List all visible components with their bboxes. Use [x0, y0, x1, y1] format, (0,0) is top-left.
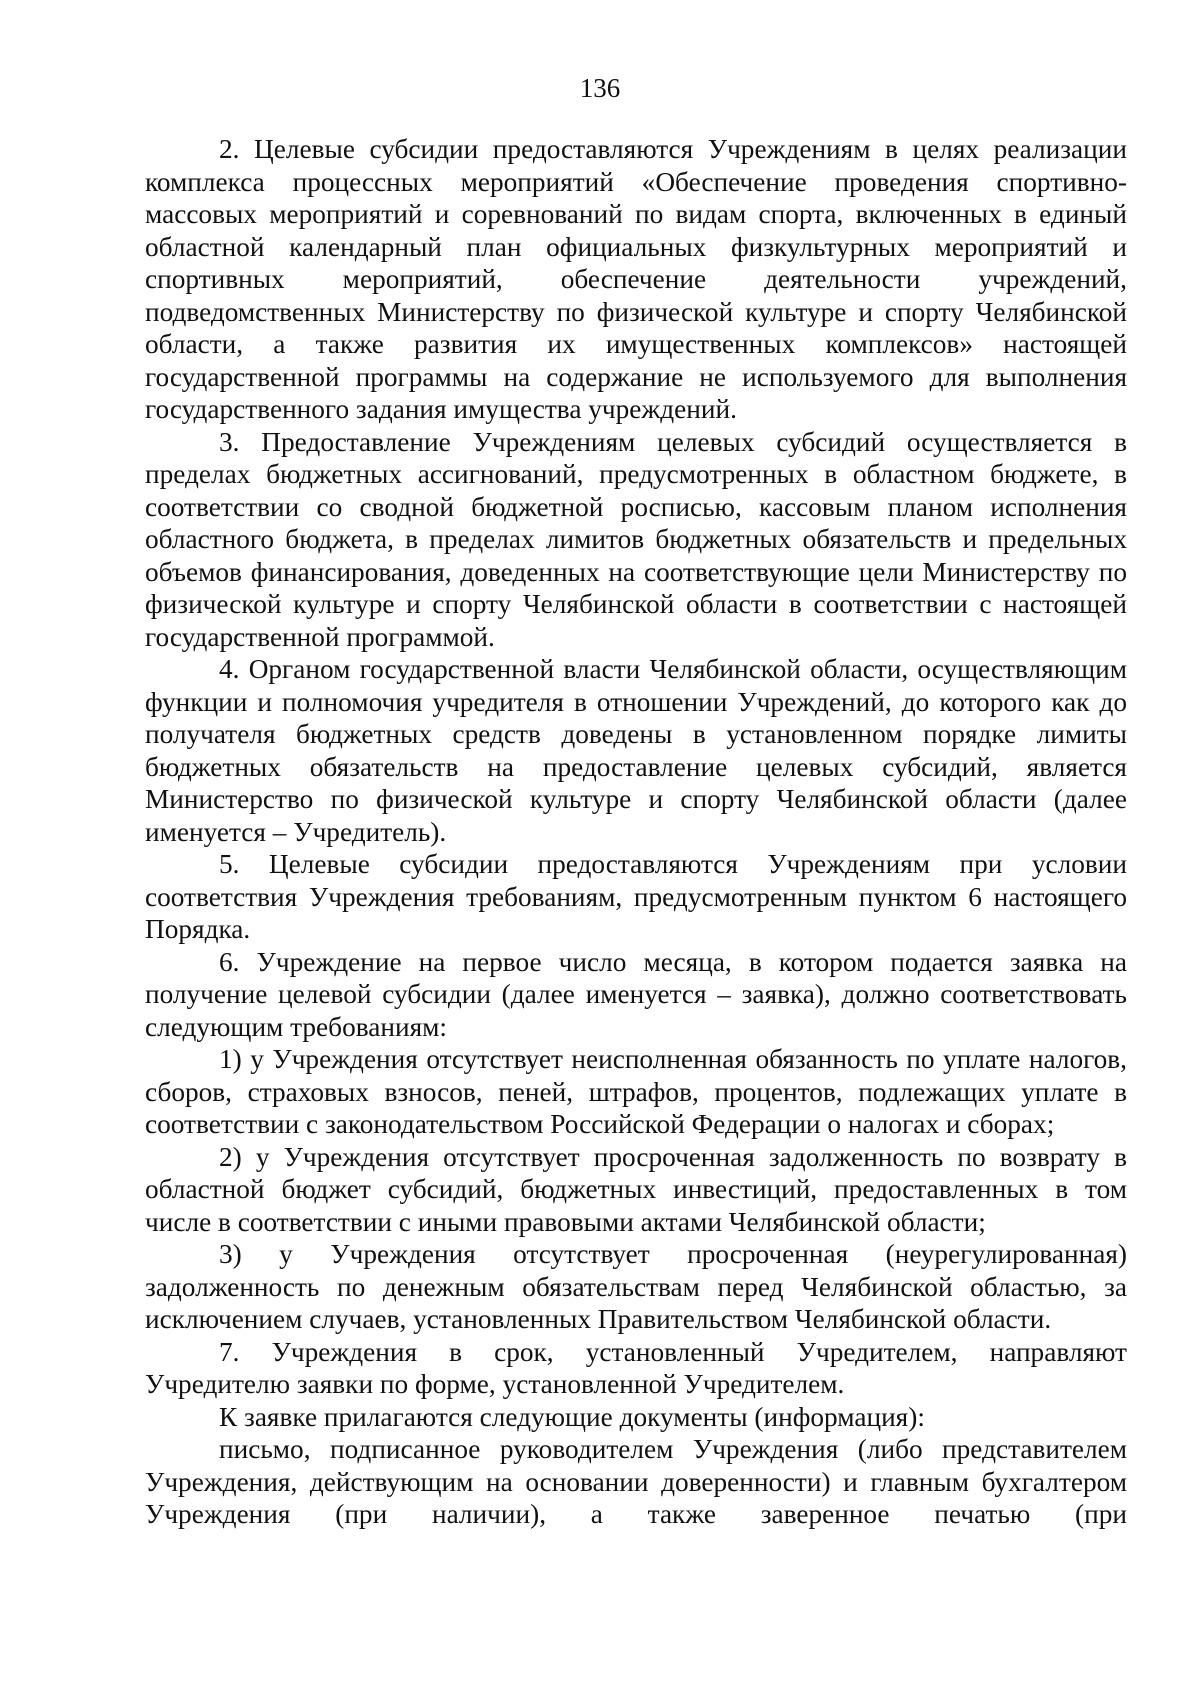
paragraph-item-7: 7. Учреждения в срок, установленный Учредителем, направляют Учредителю заявки по форме, установленной Учредителем.	[145, 1336, 1127, 1399]
paragraph-item-4: 4. Органом государственной власти Челябинской области, осуществляющим функции и полномочия учредителя в отношении Учреждений, до которого как до получателя бюджетных средств доведены в установленном порядке лимиты бюджетных обязательств на предоставление целевых субсидий, является Министерство по физической культуре и спорту Челябинской области (далее именуется – Учредитель).	[145, 654, 1127, 847]
paragraph-item-5: 5. Целевые субсидии предоставляются Учреждениям при условии соответствия Учреждения требованиям, предусмотренным пунктом 6 настоящего Порядка.	[145, 849, 1127, 944]
paragraph-item-3: 3. Предоставление Учреждениям целевых субсидий осуществляется в пределах бюджетных ассигнований, предусмотренных в областном бюджете, в соответствии со сводной бюджетной росписью, кассовым планом исполнения областного бюджета, в пределах лимитов бюджетных обязательств и предельных объемов финансирования, доведенных на соответствующие цели Министерству по физической культуре и спорту Челябинской области в соответствии с настоящей государственной программой.	[145, 426, 1127, 652]
subitem-1: 1) у Учреждения отсутствует неисполненная обязанность по уплате налогов, сборов, страховых взносов, пеней, штрафов, процентов, подлежащих уплате в соответствии с законодательством Российской Федерации о налогах и сборах;	[145, 1044, 1127, 1139]
subitem-2: 2) у Учреждения отсутствует просроченная задолженность по возврату в областной бюджет субсидий, бюджетных инвестиций, предоставленных в том числе в соответствии с иными правовыми актами Челябинской области;	[145, 1141, 1127, 1237]
subitem-3: 3) у Учреждения отсутствует просроченная (неурегулированная) задолженность по денежным обязательствам перед Челябинской областью, за исключением случаев, установленных Правительством Челябинской области.	[145, 1239, 1127, 1334]
attachments-intro: К заявке прилагаются следующие документы (информация):	[219, 1401, 925, 1432]
letter-requirement-text: письмо, подписанное руководителем Учреждения (либо представителем Учреждения, действующим на основании доверенности) и главным бухгалтером Учреждения (при наличии), а также заверенное печатью (при	[145, 1434, 1127, 1529]
page-number: 136	[579, 73, 621, 103]
paragraph-item-6: 6. Учреждение на первое число месяца, в котором подается заявка на получение целевой субсидии (далее именуется – заявка), должно соответствовать следующим требованиям:	[145, 946, 1127, 1042]
document-body	[145, 133, 1127, 1531]
paragraph-item-2: 2. Целевые субсидии предоставляются Учреждениям в целях реализации комплекса процессных мероприятий «Обеспечение проведения спортивно-массовых мероприятий и соревнований по видам спорта, включенных в единый областной календарный план официальных физкультурных мероприятий и спортивных мероприятий, обеспечение деятельности учреждений, подведомственных Министерству по физической культуре и спорту Челябинской области, а также развития их имущественных комплексов» настоящей государственной программы на содержание не используемого для выполнения государственного задания имущества учреждений.	[145, 134, 1127, 424]
